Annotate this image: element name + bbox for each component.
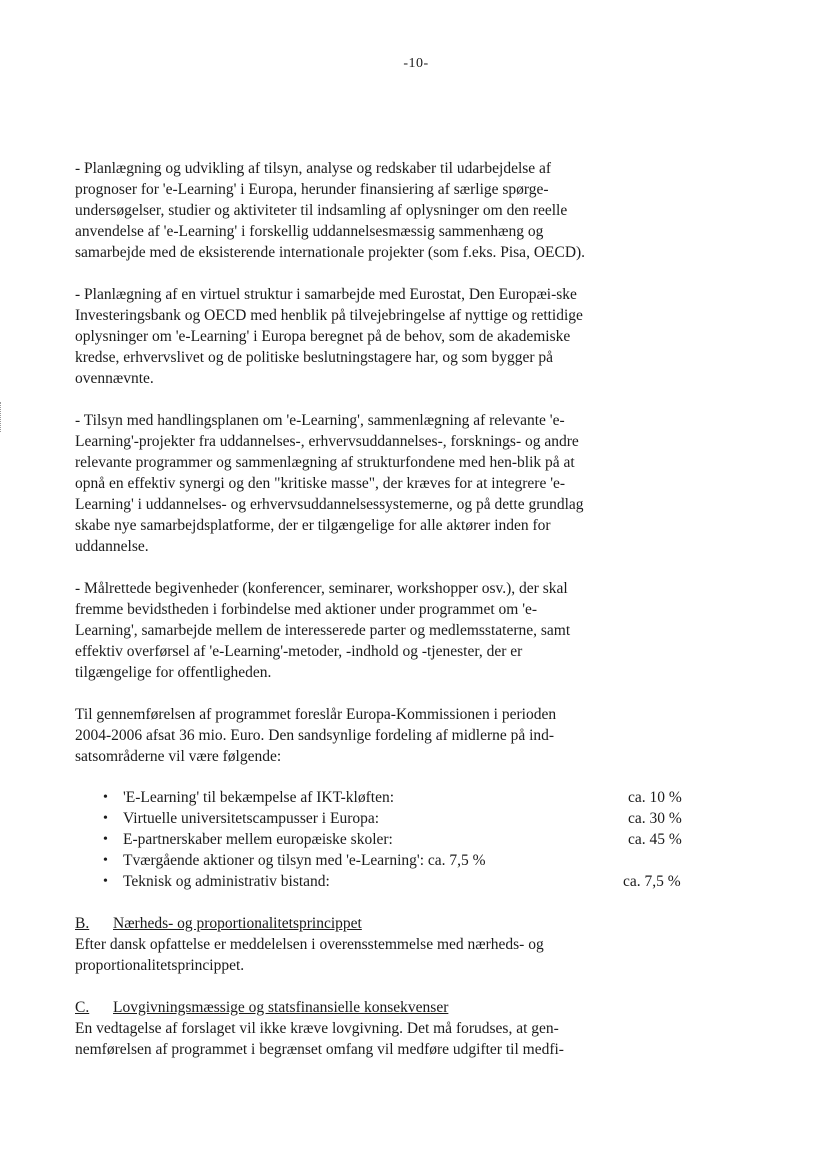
allocation-label: E-partnerskaber mellem europæiske skoler: xyxy=(123,831,393,848)
paragraph-action-plan: - Tilsyn med handlingsplanen om 'e-Learning', sammenlægning af relevante 'e-Learning'-projekter fra uddannelses-, erhvervsuddannelses-, forsknings- og andre relevante programmer og sammenlægning af strukturfondene med hen-blik på at opnå en effektiv synergi og den "kritiske masse", der kræves for at integrere 'e-Learning' i uddannelses- og erhvervsuddannelsessystemerne, og på dette grundlag skabe nye samarbejdsplatforme, der er tilgængelige for alle aktører inden for uddannelse. xyxy=(75,412,584,555)
scan-margin-mark xyxy=(0,402,4,432)
section-body-b: Efter dansk opfattelse er meddelelsen i overensstemmelse med nærheds- og proportionalitetsprincippet. xyxy=(75,936,544,974)
allocation-label: Virtuelle universitetscampusser i Europa: xyxy=(123,810,380,827)
paragraph-forecasting: - Planlægning og udvikling af tilsyn, analyse og redskaber til udarbejdelse af prognoser for 'e-Learning' i Europa, herunder finansiering af særlige spørge-undersøgelser, studier og aktiviteter til indsamling af oplysninger om den reelle anvendelse af 'e-Learning' i forskellig uddannelsesmæssig sammenhæng og samarbejde med de eksisterende internationale projekter (som f.eks. Pisa, OECD). xyxy=(75,160,586,261)
list-item xyxy=(75,808,686,829)
list-item xyxy=(75,850,686,871)
bullet-icon: • xyxy=(103,832,108,847)
paragraph-virtual-structure: - Planlægning af en virtuel struktur i samarbejde med Eurostat, Den Europæi-ske Investeringsbank og OECD med henblik på tilvejebringelse af nyttige og rettidige oplysninger om 'e-Learning' i Europa beregnet på de behov, som de akademiske kredse, erhvervslivet og de politiske beslutningstagere har, og som bygger på ovennævnte. xyxy=(75,286,583,387)
bullet-icon: • xyxy=(103,811,108,826)
section-heading-c xyxy=(75,997,595,1018)
allocation-label: Tværgående aktioner og tilsyn med 'e-Learning': ca. 7,5 % xyxy=(123,852,486,869)
paragraph-targeted-events: - Målrettede begivenheder (konferencer, seminarer, workshopper osv.), der skal fremme bevidstheden i forbindelse med aktioner under programmet om 'e-Learning', samarbejde mellem de interesserede parter og medlemsstaterne, samt effektiv overførsel af 'e-Learning'-metoder, -indhold og -tjenester, der er tilgængelige for offentligheden. xyxy=(75,580,571,681)
allocation-value: ca. 30 % xyxy=(628,810,682,827)
allocation-value: ca. 10 % xyxy=(628,789,682,806)
allocation-value: ca. 7,5 % xyxy=(623,873,681,890)
list-item xyxy=(75,871,686,892)
allocation-value: ca. 45 % xyxy=(628,831,682,848)
list-item xyxy=(75,829,686,850)
allocation-label: Teknisk og administrativ bistand: xyxy=(123,873,330,890)
allocation-list xyxy=(75,787,682,892)
section-title: Lovgivningsmæssige og statsfinansielle konsekvenser xyxy=(113,999,449,1016)
section-letter: B. xyxy=(75,915,90,932)
section-body-c: En vedtagelse af forslaget vil ikke kræve lovgivning. Det må forudses, at gen-nemførelsen af programmet i begrænset omfang vil medføre udgifter til medfi- xyxy=(75,1020,564,1058)
list-item xyxy=(75,787,686,808)
document-body xyxy=(75,158,682,1081)
paragraph-budget: Til gennemførelsen af programmet foreslår Europa-Kommissionen i perioden 2004-2006 afsat 36 mio. Euro. Den sandsynlige fordeling af midlerne på ind-satsområderne vil være følgende: xyxy=(75,706,557,765)
bullet-icon: • xyxy=(103,874,108,889)
bullet-icon: • xyxy=(103,853,108,868)
bullet-icon: • xyxy=(103,790,108,805)
page-number: -10- xyxy=(403,56,429,71)
allocation-label: 'E-Learning' til bekæmpelse af IKT-kløften: xyxy=(123,789,395,806)
section-letter: C. xyxy=(75,999,90,1016)
section-heading-b xyxy=(75,913,595,934)
section-title: Nærheds- og proportionalitetsprincippet xyxy=(113,915,362,932)
